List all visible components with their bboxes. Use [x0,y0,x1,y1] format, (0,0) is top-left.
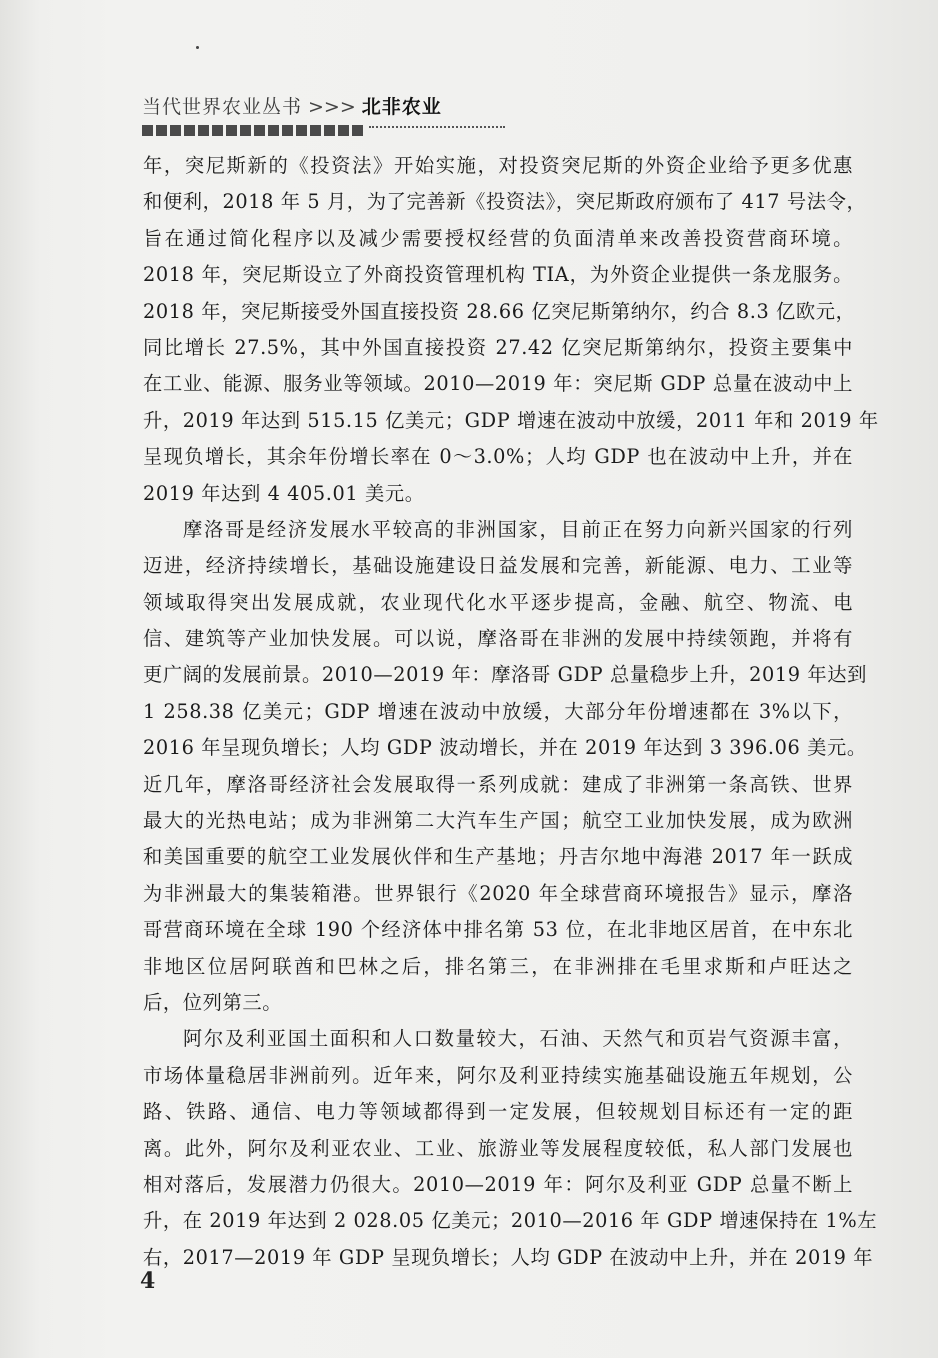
paragraph [143,148,879,512]
text-line: 和便利，2018 年 5 月，为了完善新《投资法》，突尼斯政府颁布了 417 号法令， [143,190,867,214]
text-line: 年，突尼斯新的《投资法》开始实施，对投资突尼斯的外资企业给予更多优惠 [143,154,853,177]
text-line: 哥营商环境在全球 190 个经济体中排名第 53 位，在北非地区居首，在中东北 [143,918,853,942]
text-line: 右，2017—2019 年 GDP 呈现负增长；人均 GDP 在波动中上升，并在 2019 年 [143,1245,874,1269]
speck-mark [196,46,199,49]
header-rule [142,124,505,136]
text-line: 近几年，摩洛哥经济社会发展取得一系列成就：建成了非洲第一条高铁、世界 [143,772,853,796]
text-line: 更广阔的发展前景。2010—2019 年：摩洛哥 GDP 总量稳步上升，2019 年达到 [143,663,867,687]
text-line: 旨在通过简化程序以及减少需要授权经营的负面清单来改善投资营商环境。 [143,226,853,250]
text-line: 领域取得突出发展成就，农业现代化水平逐步提高，金融、航空、物流、电 [143,590,853,614]
series-title: 当代世界农业丛书 [142,96,303,118]
body-text [143,148,879,1276]
running-header [142,92,442,119]
page-number: 4 [140,1268,156,1294]
text-line: 和美国重要的航空工业发展伙伴和生产基地；丹吉尔地中海港 2017 年一跃成 [143,845,853,869]
text-line: 同比增长 27.5%，其中外国直接投资 27.42 亿突尼斯第纳尔，投资主要集中 [143,335,853,359]
text-line: 阿尔及利亚国土面积和人口数量较大，石油、天然气和页岩气资源丰富， [183,1027,853,1051]
header-rule-squares [142,125,363,136]
text-line: 最大的光热电站；成为非洲第二大汽车生产国；航空工业加快发展，成为欧洲 [143,809,853,833]
text-line: 市场体量稳居非洲前列。近年来，阿尔及利亚持续实施基础设施五年规划，公 [143,1063,853,1087]
text-line: 升，在 2019 年达到 2 028.05 亿美元；2010—2016 年 GDP 增速保持在 1%左 [143,1209,878,1233]
text-line: 为非洲最大的集装箱港。世界银行《2020 年全球营商环境报告》显示，摩洛 [143,881,853,905]
text-line: 相对落后，发展潜力仍很大。2010—2019 年：阿尔及利亚 GDP 总量不断上 [143,1172,853,1196]
text-line: 后，位列第三。 [143,990,283,1014]
text-line: 2018 年，突尼斯接受外国直接投资 28.66 亿突尼斯第纳尔，约合 8.3 亿欧元， [143,299,856,323]
text-line: 2019 年达到 4 405.01 美元。 [143,481,425,505]
header-rule-dots [369,126,505,128]
text-line: 呈现负增长，其余年份增长率在 0～3.0%；人均 GDP 也在波动中上升，并在 [143,445,853,469]
text-line: 非地区位居阿联酋和巴林之后，排名第三，在非洲排在毛里求斯和卢旺达之 [143,954,853,978]
text-line: 离。此外，阿尔及利亚农业、工业、旅游业等发展程度较低，私人部门发展也 [143,1136,853,1160]
text-line: 信、建筑等产业加快发展。可以说，摩洛哥在非洲的发展中持续领跑，并将有 [143,627,853,651]
text-line: 迈进，经济持续增长，基础设施建设日益发展和完善，新能源、电力、工业等 [143,554,853,578]
book-title: 北非农业 [361,96,442,118]
header-separator: >>> [308,96,356,118]
text-line: 升，2019 年达到 515.15 亿美元；GDP 增速在波动中放缓，2011 年和 2019 年 [143,408,879,432]
paragraph [143,1021,878,1276]
text-line: 2018 年，突尼斯设立了外商投资管理机构 TIA，为外资企业提供一条龙服务。 [143,263,853,287]
text-line: 2016 年呈现负增长；人均 GDP 波动增长，并在 2019 年达到 3 396.06 美元。 [143,736,867,760]
text-line: 摩洛哥是经济发展水平较高的非洲国家，目前正在努力向新兴国家的行列 [183,517,853,541]
text-line: 路、铁路、通信、电力等领域都得到一定发展，但较规划目标还有一定的距 [143,1100,853,1124]
paragraph [143,512,867,1021]
text-line: 在工业、能源、服务业等领域。2010—2019 年：突尼斯 GDP 总量在波动中上 [143,372,853,396]
text-line: 1 258.38 亿美元；GDP 增速在波动中放缓，大部分年份增速都在 3%以下， [143,699,853,723]
